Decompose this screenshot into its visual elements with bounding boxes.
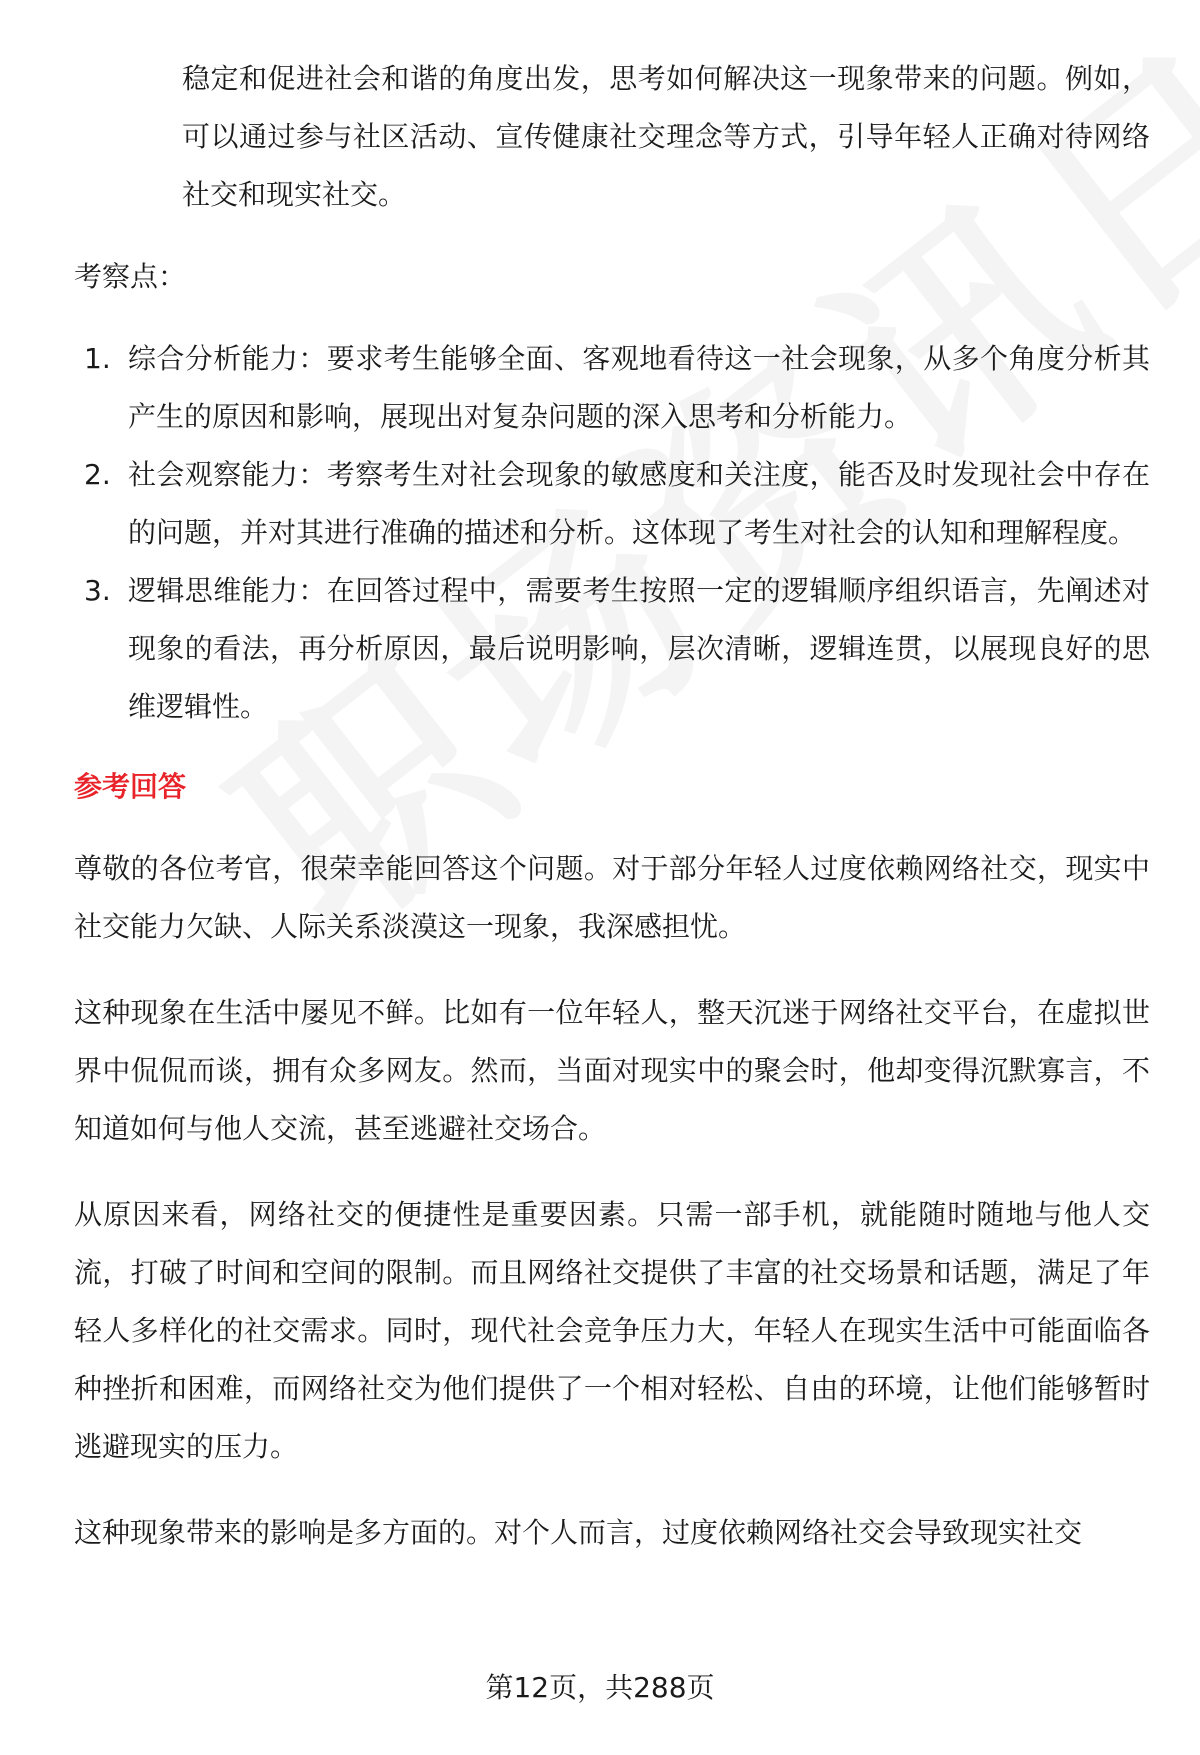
list-number: 2.	[84, 458, 111, 491]
list-number: 1.	[84, 342, 111, 375]
answer-heading: 参考回答	[74, 770, 187, 803]
list-item	[74, 330, 1150, 446]
answer-paragraph: 这种现象带来的影响是多方面的。对个人而言，过度依赖网络社交会导致现实社交	[74, 1516, 1083, 1549]
list-item	[74, 446, 1150, 562]
page-number-footer: 第12页，共288页	[0, 1668, 1200, 1708]
answer-paragraph: 这种现象在生活中屡见不鲜。比如有一位年轻人，整天沉迷于网络社交平台，在虚拟世界中侃侃而谈，拥有众多网友。然而，当面对现实中的聚会时，他却变得沉默寡言，不知道如何与他人交流，甚至逃避社交场合。	[74, 996, 1150, 1145]
list-item	[74, 562, 1150, 736]
continuation-paragraph: 稳定和促进社会和谐的角度出发，思考如何解决这一现象带来的问题。例如，可以通过参与社区活动、宣传健康社交理念等方式，引导年轻人正确对待网络社交和现实社交。	[182, 62, 1150, 211]
answer-paragraph: 尊敬的各位考官，很荣幸能回答这个问题。对于部分年轻人过度依赖网络社交，现实中社交能力欠缺、人际关系淡漠这一现象，我深感担忧。	[74, 852, 1150, 943]
list-item-text: 综合分析能力：要求考生能够全面、客观地看待这一社会现象，从多个角度分析其产生的原因和影响，展现出对复杂问题的深入思考和分析能力。	[128, 342, 1150, 433]
answer-paragraph: 从原因来看，网络社交的便捷性是重要因素。只需一部手机，就能随时随地与他人交流，打破了时间和空间的限制。而且网络社交提供了丰富的社交场景和话题，满足了年轻人多样化的社交需求。同时，现代社会竞争压力大，年轻人在现实生活中可能面临各种挫折和困难，而网络社交为他们提供了一个相对轻松、自由的环境，让他们能够暂时逃避现实的压力。	[74, 1198, 1150, 1463]
assessment-points-list	[74, 330, 1150, 736]
page-content	[74, 50, 1150, 1590]
points-label: 考察点：	[74, 260, 187, 293]
list-item-text: 逻辑思维能力：在回答过程中，需要考生按照一定的逻辑顺序组织语言，先阐述对现象的看法，再分析原因，最后说明影响，层次清晰，逻辑连贯，以展现良好的思维逻辑性。	[128, 574, 1150, 723]
list-number: 3.	[84, 574, 111, 607]
list-item-text: 社会观察能力：考察考生对社会现象的敏感度和关注度，能否及时发现社会中存在的问题，并对其进行准确的描述和分析。这体现了考生对社会的认知和理解程度。	[128, 458, 1150, 549]
